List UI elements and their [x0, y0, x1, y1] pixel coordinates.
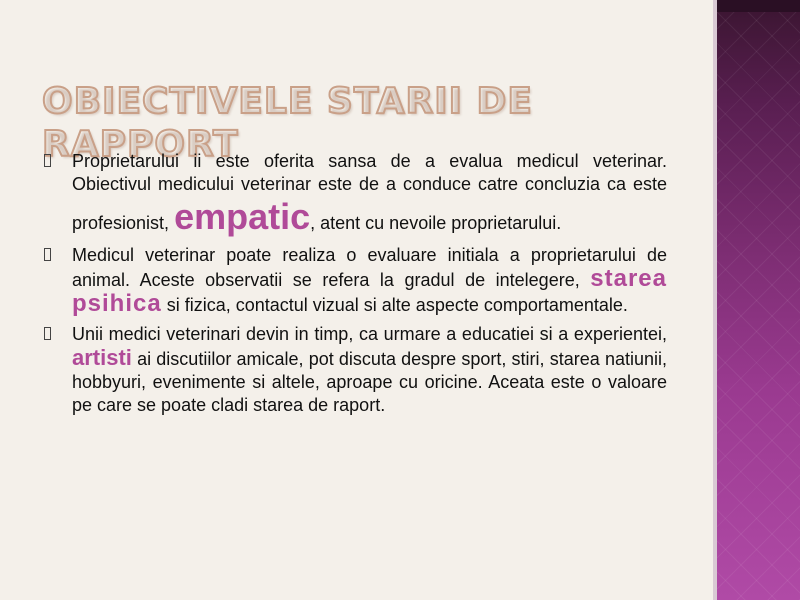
slide-title: OBIECTIVELE STARII DE RAPPORT [42, 81, 533, 166]
bullet-text: Medicul veterinar poate realiza o evaluare initiala a proprietarului de animal. Aceste observatii se refera la gradul de intelegere, [72, 245, 667, 290]
bullet-item [42, 244, 667, 317]
bullet-text: Proprietarului ii este oferita sansa de a evalua medicul veterinar. Obiectivul medicului veterinar este de a conduce catre concluzia ca este profesionist, [72, 151, 667, 233]
highlight-empatic: empatic [174, 196, 311, 237]
bullet-text: Unii medici veterinari devin in timp, ca urmare a educatiei si a experientei, [72, 324, 667, 344]
highlight-starea-psihica: starea psihica [72, 265, 667, 317]
bullet-icon [44, 248, 51, 261]
decorative-side-panel [713, 0, 800, 600]
bullet-icon [44, 154, 51, 167]
bullet-icon [44, 327, 51, 340]
bullet-text: si fizica, contactul vizual si alte aspecte comportamentale. [161, 295, 628, 315]
bullet-text: ai discutiilor amicale, pot discuta despre sport, stiri, starea natiunii, hobbyuri, evenimente si altele, aproape cu oricine. Aceata este o valoare pe care se poate cladi starea de raport. [72, 349, 667, 415]
bullet-text: , atent cu nevoile proprietarului. [310, 213, 562, 233]
decorative-side-panel-top [717, 0, 800, 12]
bullet-item [42, 150, 667, 238]
bullet-item [42, 323, 667, 417]
highlight-artisti: artisti [72, 345, 132, 370]
bullet-list [42, 150, 667, 423]
